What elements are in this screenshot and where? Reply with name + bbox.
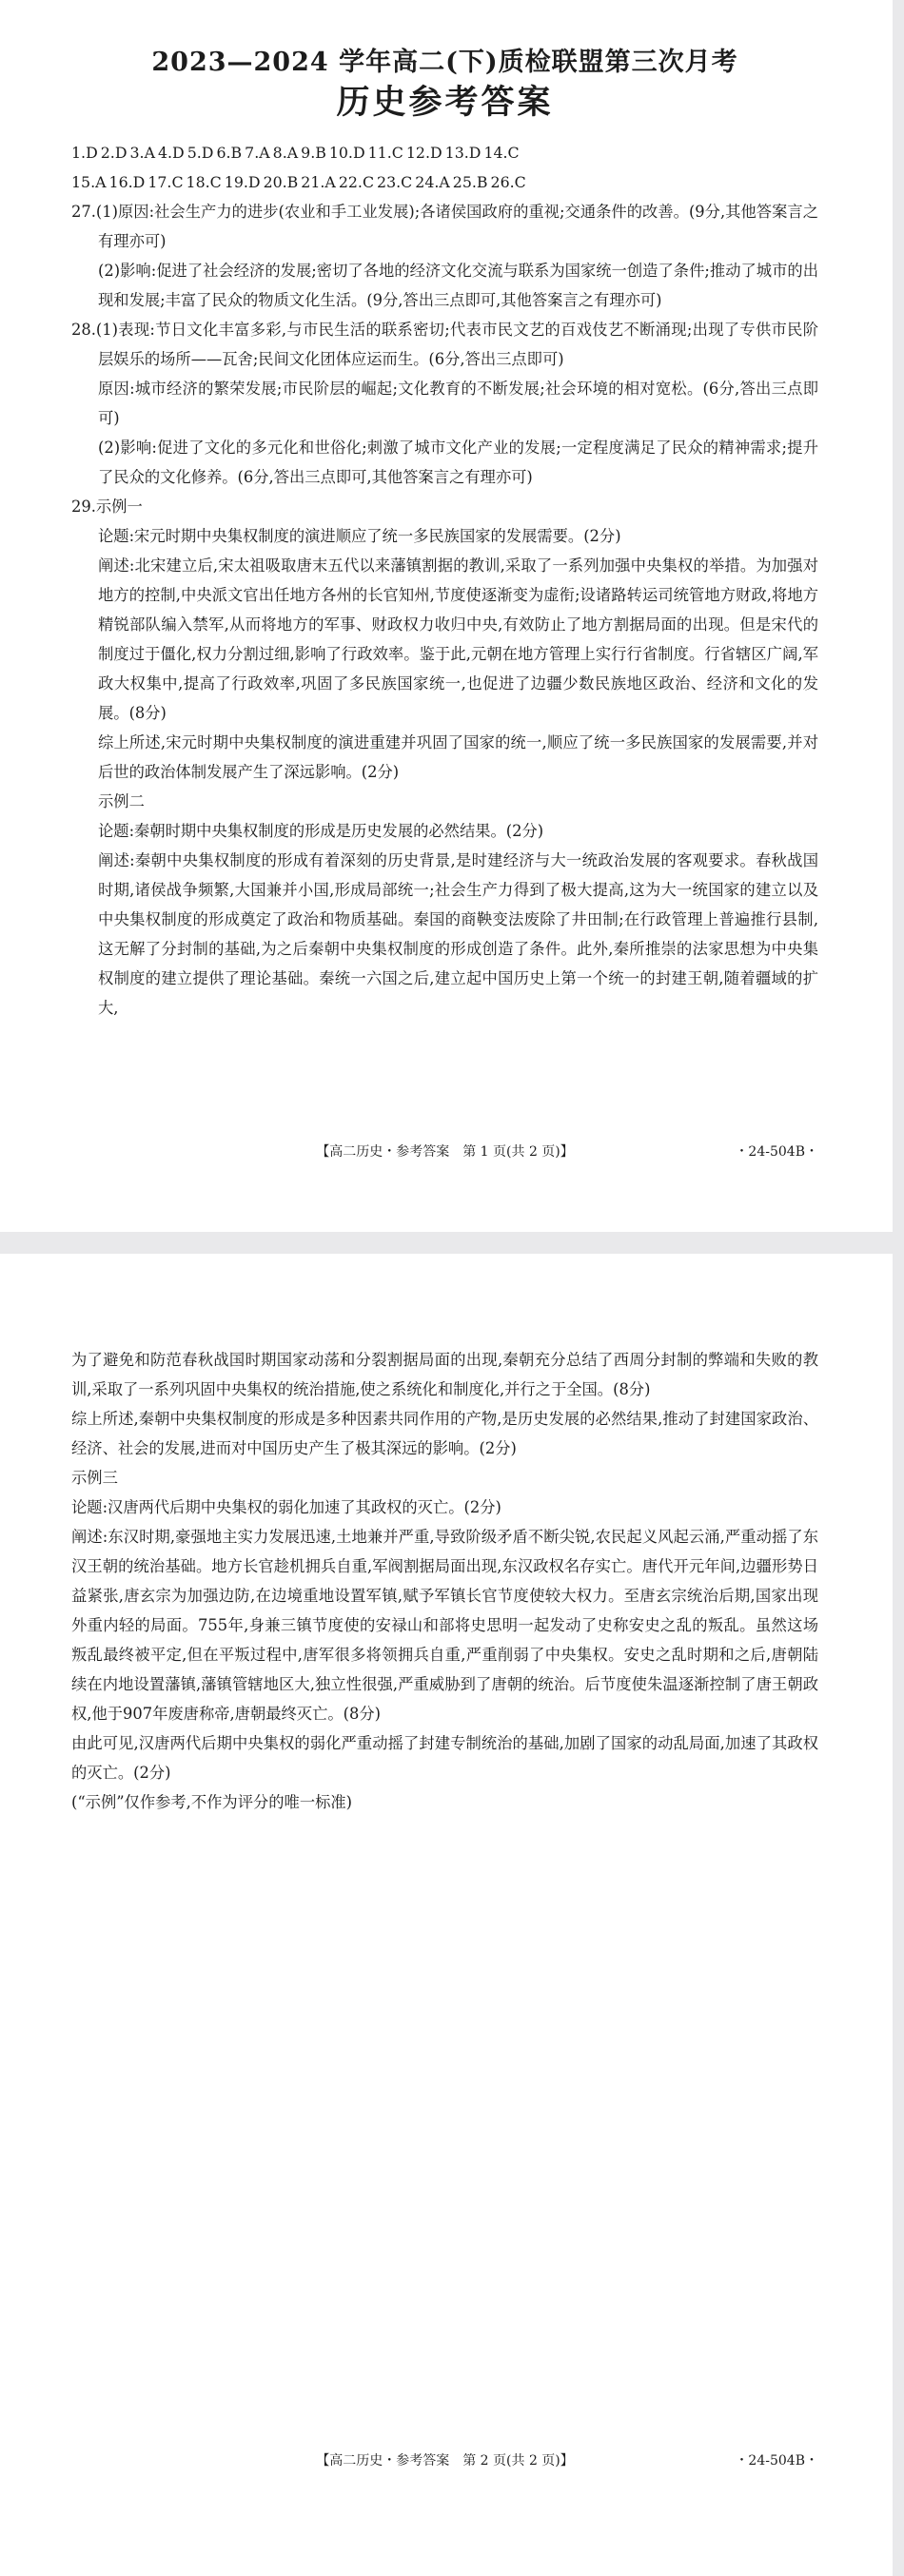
mc-answer: 13.D — [444, 143, 481, 162]
mc-answer: 22.C — [338, 172, 375, 191]
mc-answer: 20.B — [263, 172, 299, 191]
footer-code: ・24-504B・ — [735, 2453, 818, 2469]
answer-paragraph: 阐述:东汉时期,豪强地主实力发展迅速,土地兼并严重,导致阶级矛盾不断尖锐,农民起义风起云涌,严重动摇了东汉王朝的统治基础。地方长官趁机拥兵自重,军阀割据局面出现,东汉政权名存实亡。唐代开元年间,边疆形势日益紧张,唐玄宗为加强边防,在边境重地设置军镇,赋予军镇长官节度使较大权力。至唐玄宗统治后期,国家出现外重内轻的局面。755年,身兼三镇节度使的安禄山和部将史思明一起发动了史称安史之乱的叛乱。虽然这场叛乱最终被平定,但在平叛过程中,唐军很多将领拥兵自重,严重削弱了中央集权。安史之乱时期和之后,唐朝陆续在内地设置藩镇,藩镇管辖地区大,独立性很强,严重威胁到了唐朝的统治。后节度使朱温逐渐控制了唐王朝政权,他于907年废唐称帝,唐朝最终灭亡。(8分) — [71, 1528, 818, 1723]
mc-answer: 4.D — [157, 143, 185, 162]
mc-answer: 21.A — [301, 172, 336, 191]
mc-answer: 2.D — [100, 143, 128, 162]
answer-paragraph: 阐述:北宋建立后,宋太祖吸取唐末五代以来藩镇割据的教训,采取了一系列加强中央集权的举措。为加强对地方的控制,中央派文官出任地方各州的长官知州,节度使逐渐变为虚衔;设诸路转运司统管地方财政,将地方精锐部队编入禁军,从而将地方的军事、财政权力收归中央,有效防止了地方割据局面的出现。但是宋代的制度过于僵化,权力分割过细,影响了行政效率。鉴于此,元朝在地方管理上实行行省制度。行省辖区广阔,军政大权集中,提高了行政效率,巩固了多民族国家统一,也促进了边疆少数民族地区政治、经济和文化的发展。(8分) — [98, 556, 818, 722]
answer-paragraph: (2)影响:促进了文化的多元化和世俗化;刺激了城市文化产业的发展;一定程度满足了民众的精神需求;提升了民众的文化修养。(6分,答出三点即可,其他答案言之有理亦可) — [98, 438, 818, 486]
answer-paragraph: 论题:宋元时期中央集权制度的演进顺应了统一多民族国家的发展需要。(2分) — [98, 526, 621, 545]
answer-paragraph: 示例三 — [71, 1469, 118, 1487]
exam-title: 2023—2024 学年高二(下)质检联盟第三次月考 — [151, 48, 738, 77]
mc-answer: 19.D — [224, 172, 261, 191]
footer-page-label: 【高二历史・参考答案 第 2 页(共 2 页)】 — [316, 2453, 574, 2469]
answer-paragraph: (2)影响:促进了社会经济的发展;密切了各地的经济文化交流与联系为国家统一创造了条件;推动了城市的出现和发展;丰富了民众的物质文化生活。(9分,答出三点即可,其他答案言之有理亦可) — [98, 261, 818, 309]
mc-answer: 14.C — [483, 143, 520, 162]
answer-paragraph: 28.(1)表现:节日文化丰富多彩,与市民生活的联系密切;代表市民文艺的百戏伎艺不断涌现;出现了专供市民阶层娱乐的场所——瓦舍;民间文化团体应运而生。(6分,答出三点即可) — [71, 320, 818, 368]
multiple-choice-answers-row-2 — [71, 167, 818, 197]
answer-paragraph: 示例二 — [98, 791, 145, 810]
mc-answer: 18.C — [186, 172, 222, 191]
mc-answer: 17.C — [147, 172, 184, 191]
mc-answer: 8.A — [272, 143, 299, 162]
mc-answer: 1.D — [71, 143, 98, 162]
answer-paragraph: 阐述:秦朝中央集权制度的形成有着深刻的历史背景,是时建经济与大一统政治发展的客观要求。春秋战国时期,诸侯战争频繁,大国兼并小国,形成局部统一;社会生产力得到了极大提高,这为大一统国家的建立以及中央集权制度的形成奠定了政治和物质基础。秦国的商鞅变法废除了井田制;在行政管理上普遍推行县制,这无解了分封制的基础,为之后秦朝中央集权制度的形成创造了条件。此外,秦所推崇的法家思想为中央集权制度的建立提供了理论基础。秦统一六国之后,建立起中国历史上第一个统一的封建王朝,随着疆域的扩大, — [98, 850, 818, 1017]
answer-paragraph: (“示例”仅作参考,不作为评分的唯一标准) — [71, 1793, 353, 1811]
answer-paragraph: 综上所述,宋元时期中央集权制度的演进重建并巩固了国家的统一,顺应了统一多民族国家的发展需要,并对后世的政治体制发展产生了深远影响。(2分) — [98, 732, 818, 781]
answer-paragraph: 29.示例一 — [71, 497, 143, 516]
answer-paragraph: 由此可见,汉唐两代后期中央集权的弱化严重动摇了封建专制统治的基础,加剧了国家的动乱局面,加速了其政权的灭亡。(2分) — [71, 1734, 818, 1782]
mc-answer: 3.A — [129, 143, 155, 162]
mc-answer: 11.C — [367, 143, 403, 162]
mc-answer: 9.B — [301, 143, 326, 162]
answer-paragraph: 原因:城市经济的繁荣发展;市民阶层的崛起;文化教育的不断发展;社会环境的相对宽松。(6分,答出三点即可) — [98, 379, 818, 427]
page-1-content — [71, 46, 818, 1023]
answer-paragraph: 27.(1)原因:社会生产力的进步(农业和手工业发展);各诸侯国政府的重视;交通条件的改善。(9分,其他答案言之有理亦可) — [71, 202, 818, 250]
mc-answer: 26.C — [490, 172, 526, 191]
mc-answer: 12.D — [405, 143, 442, 162]
answer-page-2 — [0, 1254, 893, 2576]
answer-paragraph: 为了避免和防范春秋战国时期国家动荡和分裂割据局面的出现,秦朝充分总结了西周分封制的弊端和失败的教训,采取了一系列巩固中央集权的统治措施,使之系统化和制度化,并行之于全国。(8分) — [71, 1351, 818, 1398]
mc-answer: 5.D — [187, 143, 214, 162]
answer-paragraph: 综上所述,秦朝中央集权制度的形成是多种因素共同作用的产物,是历史发展的必然结果,推动了封建国家政治、经济、社会的发展,进而对中国历史产生了极其深远的影响。(2分) — [71, 1410, 818, 1457]
answer-key-title: 历史参考答案 — [336, 83, 554, 123]
mc-answer: 24.A — [415, 172, 450, 191]
footer-code: ・24-504B・ — [735, 1144, 818, 1160]
mc-answer: 7.A — [245, 143, 270, 162]
essay-answers-page-2 — [71, 1345, 818, 1817]
essay-answers-page-1 — [71, 197, 818, 1023]
mc-answer: 16.D — [108, 172, 146, 191]
answer-paragraph: 论题:秦朝时期中央集权制度的形成是历史发展的必然结果。(2分) — [98, 821, 544, 840]
mc-answer: 15.A — [71, 172, 107, 191]
answer-paragraph: 论题:汉唐两代后期中央集权的弱化加速了其政权的灭亡。(2分) — [71, 1498, 501, 1516]
mc-answer: 25.B — [452, 172, 488, 191]
mc-answer: 10.D — [328, 143, 365, 162]
answer-page-1 — [0, 0, 893, 1232]
mc-answer: 6.B — [216, 143, 243, 162]
footer-page-label: 【高二历史・参考答案 第 1 页(共 2 页)】 — [316, 1144, 574, 1160]
mc-answer: 23.C — [377, 172, 413, 191]
multiple-choice-answers-row-1 — [71, 138, 818, 167]
